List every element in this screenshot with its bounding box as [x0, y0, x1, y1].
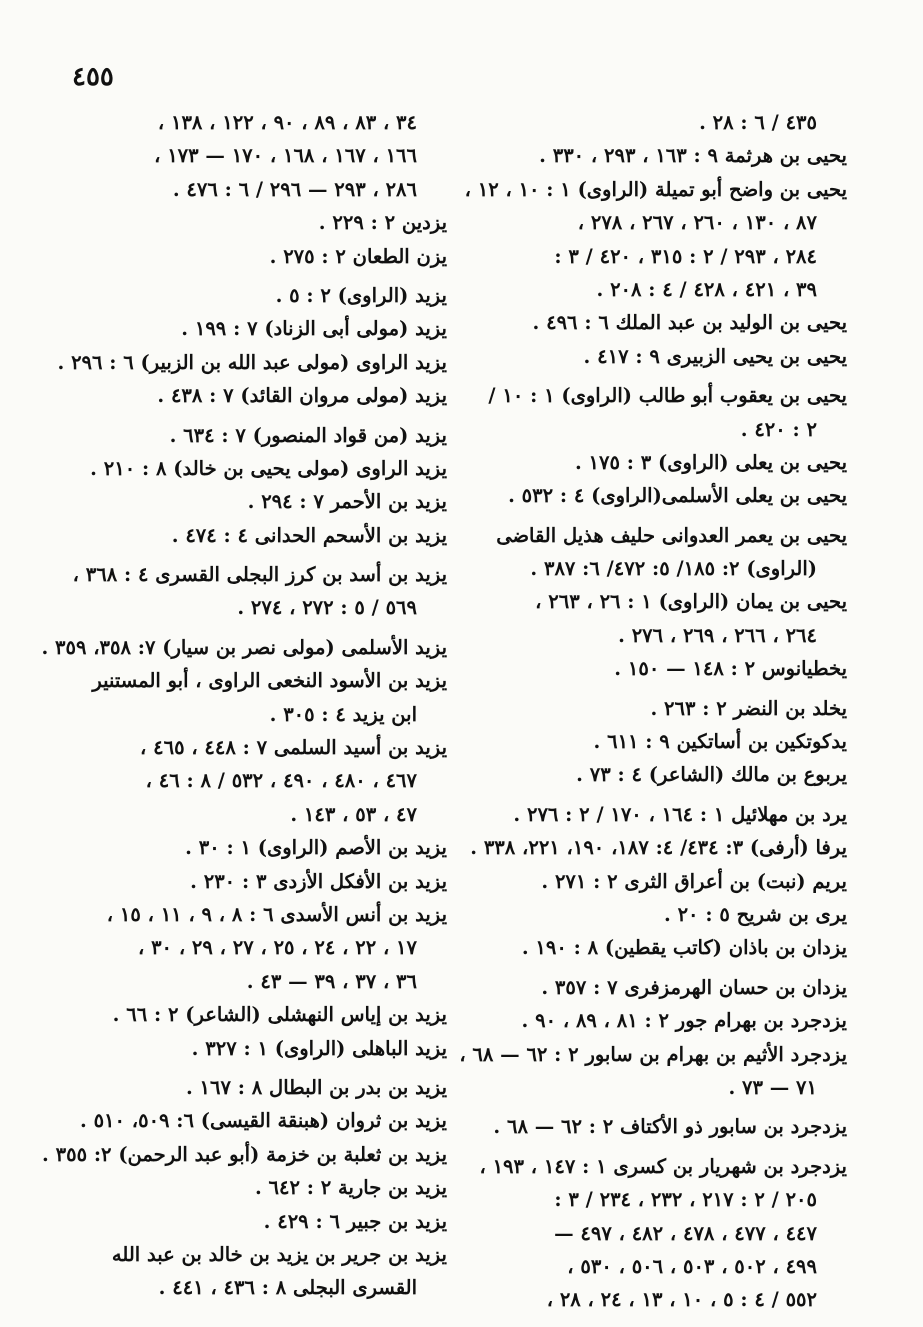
index-entry-continuation: ٥٦٩ / ٥ : ٢٧٢ ، ٢٧٤ . [237, 596, 417, 620]
index-entry-continuation: ٥٥٢ / ٤ : ٥ ، ١٠ ، ١٣ ، ٢٤ ، ٢٨ ، [546, 1288, 817, 1312]
index-entry-continuation: ٢٠٥ / ٢ : ٢١٧ ، ٢٣٢ ، ٢٣٤ / ٣ : [554, 1188, 817, 1212]
index-entry-continuation: ٤٣٥ / ٦ : ٢٨ . [699, 111, 817, 134]
index-entry: يزن الطعان ٢ : ٢٧٥ . [269, 244, 447, 268]
index-entry: يحيى بن يمان (الراوى) ١ : ٢٦ ، ٢٦٣ ، [535, 590, 847, 614]
index-entry: يزدجرد بن شهريار بن كسرى ١ : ١٤٧ ، ١٩٣ ، [479, 1154, 847, 1178]
index-entry: يريم (نبت) بن أعراق الثرى ٢ : ٢٧١ . [541, 869, 847, 893]
index-entry: يحيى بن واضح أبو تميلة (الراوى) ١ : ١٠ ، ١٢ ، [464, 177, 847, 201]
index-entry: يرفا (أرفى) ٣: ٤٣٤/ ٤: ١٨٧، ١٩٠، ٢٢١، ٣٣٨ . [470, 836, 847, 860]
index-entry: يرد بن مهلائيل ١ : ١٦٤ ، ١٧٠ / ٢ : ٢٧٦ . [513, 802, 847, 826]
index-entry: يزيد بن الأسحم الحدانى ٤ : ٤٧٤ . [171, 523, 447, 547]
index-entry: يزيد بن إياس النهشلى (الشاعر) ٢ : ٦٦ . [112, 1003, 447, 1027]
index-entry: يحيى بن الوليد بن عبد الملك ٦ : ٤٩٦ . [532, 311, 847, 335]
index-entry: يزيد بن أسد بن كرز البجلى القسرى ٤ : ٣٦٨ ، [72, 563, 447, 587]
index-entry: يزيد (مولى مروان القائد) ٧ : ٤٣٨ . [157, 384, 447, 408]
index-entry-continuation: ٢٨٤ ، ٢٩٣ / ٢ : ٣١٥ ، ٤٢٠ / ٣ : [554, 244, 817, 268]
index-entry: يحيى بن يعمر العدوانى حليف هذيل القاضى [496, 523, 847, 547]
index-entry: يزيد بن أنس الأسدى ٦ : ٨ ، ٩ ، ١١ ، ١٥ ، [106, 902, 447, 926]
index-entry: يزيد بن ثعلبة بن خزمة (أبو عبد الرحمن) ٢: ٣٥٥ . [42, 1142, 447, 1166]
index-entry: يزدجرد بن بهرام جور ٢ : ٨١ ، ٨٩ ، ٩٠ . [521, 1009, 847, 1033]
index-entry: يحيى بن يحيى الزبيرى ٩ : ٤١٧ . [583, 344, 847, 368]
index-entry: يزيد بن جارية ٢ : ٦٤٢ . [254, 1176, 447, 1200]
index-entry-continuation: ٣٤ ، ٨٣ ، ٨٩ ، ٩٠ ، ١٢٢ ، ١٣٨ ، [157, 111, 417, 134]
index-entry-continuation: ٧١ — ٧٣ . [728, 1075, 817, 1099]
index-entry: يربوع بن مالك (الشاعر) ٤ : ٧٣ . [576, 763, 847, 787]
index-entry: يخطيانوس ٢ : ١٤٨ — ١٥٠ . [614, 657, 847, 681]
index-entry: يزيد بن الأسود النخعى الراوى ، أبو المستنير [92, 669, 447, 693]
index-entry-continuation: ١٦٦ ، ١٦٧ ، ١٦٨ ، ١٧٠ — ١٧٣ ، [154, 144, 417, 168]
index-entry: يزيد بن جبير ٦ : ٤٢٩ . [263, 1209, 447, 1233]
index-entry-continuation: ٢٦٤ ، ٢٦٦ ، ٢٦٩ ، ٢٧٦ . [618, 623, 817, 647]
index-entry: يزدجرد الأثيم بن بهرام بن سابور ٢ : ٦٢ — ٦٨ ، [459, 1042, 847, 1066]
index-entry: يزيد بن بدر بن البطال ٨ : ١٦٧ . [185, 1075, 447, 1099]
index-entry: يزيد الراوى (مولى يحيى بن خالد) ٨ : ٢١٠ . [90, 456, 447, 480]
index-entry-continuation: ٤٤٧ ، ٤٧٧ ، ٤٧٨ ، ٤٨٢ ، ٤٩٧ — [554, 1221, 817, 1245]
index-entry: يحيى بن يعقوب أبو طالب (الراوى) ١ : ١٠ / [488, 384, 847, 408]
index-entry-continuation: ٣٦ ، ٣٧ ، ٣٩ — ٤٣ . [246, 969, 417, 993]
index-entry: يزدجرد بن سابور ذو الأكتاف ٢ : ٦٢ — ٦٨ . [493, 1115, 847, 1139]
index-entry: يزيد (الراوى) ٢ : ٥ . [275, 283, 447, 307]
index-entry: يزيد الأسلمى (مولى نصر بن سيار) ٧: ٣٥٨، ٣٥٩ . [41, 635, 447, 659]
index-entry: يحيى بن يعلى (الراوى) ٣ : ١٧٥ . [574, 450, 847, 474]
index-entry-continuation: ٨٧ ، ١٣٠ ، ٢٦٠ ، ٢٦٧ ، ٢٧٨ ، [577, 211, 817, 235]
index-entry: يزيد بن ثروان (هبنقة القيسى) ٦: ٥٠٩، ٥١٠ . [80, 1109, 447, 1133]
index-entry-continuation: (الراوى) ٢: ١٨٥/ ٥: ٤٧٢/ ٦: ٣٨٧ . [530, 557, 817, 581]
index-entry: يحيى بن هرثمة ٩ : ١٦٣ ، ٢٩٣ ، ٣٣٠ . [539, 144, 847, 168]
index-entry: يزيد (من قواد المنصور) ٧ : ٦٣٤ . [169, 423, 447, 447]
index-entry-continuation: ١٧ ، ٢٢ ، ٢٤ ، ٢٥ ، ٢٧ ، ٢٩ ، ٣٠ ، [137, 936, 417, 960]
index-entry: يزيد الباهلى (الراوى) ١ : ٣٢٧ . [191, 1036, 447, 1060]
index-entry: يزيد بن الأصم (الراوى) ١ : ٣٠ . [185, 836, 447, 860]
index-entry-continuation: ٢ : ٤٢٠ . [740, 417, 817, 441]
index-entry: يزيد بن أسيد السلمى ٧ : ٤٤٨ ، ٤٦٥ ، [140, 736, 447, 760]
index-entry: يحيى بن يعلى الأسلمى(الراوى) ٤ : ٥٣٢ . [508, 484, 847, 508]
index-entry-continuation: ٢٨٦ ، ٢٩٣ — ٢٩٦ / ٦ : ٤٧٦ . [172, 177, 417, 201]
index-entry: يزيد بن الأحمر ٧ : ٢٩٤ . [247, 490, 447, 514]
index-entry-continuation: ٤٧ ، ٥٣ ، ١٤٣ . [290, 802, 417, 826]
index-column-right [459, 106, 847, 1317]
index-entry-continuation: ٤٩٩ ، ٥٠٢ ، ٥٠٣ ، ٥٠٦ ، ٥٣٠ ، [567, 1254, 817, 1278]
index-entry: يخلد بن النضر ٢ : ٢٦٣ . [650, 696, 847, 720]
index-entry: يزيد (مولى أبى الزناد) ٧ : ١٩٩ . [181, 317, 447, 341]
index-entry: يزدان بن حسان الهرمزفرى ٧ : ٣٥٧ . [541, 975, 847, 999]
index-entry: يزيد الراوى (مولى عبد الله بن الزبير) ٦ : ٢٩٦ . [57, 350, 447, 374]
index-entry: يدكوتكين بن أساتكين ٩ : ٦١١ . [593, 730, 847, 754]
index-entry-continuation: ابن يزيد ٤ : ٣٠٥ . [269, 702, 417, 726]
index-column-left [41, 106, 447, 1305]
index-entry: يزدان بن باذان (كاتب يقطين) ٨ : ١٩٠ . [521, 936, 847, 960]
index-entry: يرى بن شريح ٥ : ٢٠ . [664, 902, 847, 926]
page-number: ٤٥٥ [72, 62, 114, 92]
index-entry: يزيد بن الأفكل الأزدى ٣ : ٢٣٠ . [190, 869, 447, 893]
index-entry-continuation: ٤٦٧ ، ٤٨٠ ، ٤٩٠ ، ٥٣٢ / ٨ : ٤٦ ، [145, 769, 417, 793]
index-entry: يزدين ٢ : ٢٢٩ . [318, 211, 447, 235]
index-entry-continuation: ٣٩ ، ٤٢١ ، ٤٢٨ / ٤ : ٢٠٨ . [596, 277, 817, 301]
index-entry: يزيد بن جرير بن يزيد بن خالد بن عبد الله [111, 1242, 447, 1266]
index-entry-continuation: القسرى البجلى ٨ : ٤٣٦ ، ٤٤١ . [158, 1276, 417, 1300]
